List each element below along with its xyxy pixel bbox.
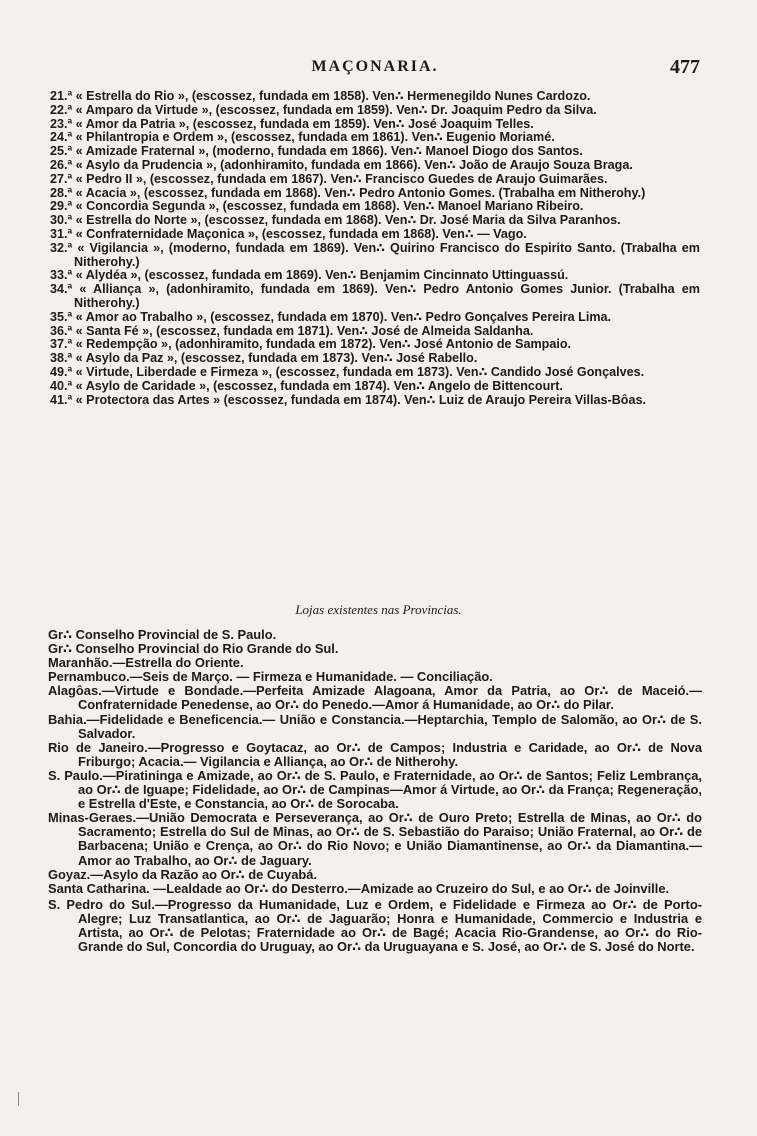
- lodge-number: 24.ª: [50, 130, 73, 145]
- lodge-text: « Estrella do Rio », (escossez, fundada em 1858). Ven∴ Hermenegildo Nunes Cardozo.: [75, 89, 591, 103]
- lodge-text: « Confraternidade Maçonica », (escossez, fundada em 1868). Ven∴ — Vago.: [75, 226, 527, 241]
- lodge-entry: [50, 311, 700, 325]
- lodge-text: « Vigilancia », (moderno, fundada em 1869). Ven∴ Quirino Francisco do Espirito Santo. (Trabalha em Nitherohy.): [74, 240, 701, 269]
- lodge-text: « Amparo da Virtude », (escossez, fundada em 1859). Ven∴ Dr. Joaquim Pedro da Silva.: [75, 102, 597, 117]
- running-title: MAÇONARIA.: [311, 58, 439, 75]
- lodge-entry: [50, 269, 700, 283]
- lodge-text: « Amor ao Trabalho », (escossez, fundada em 1870). Ven∴ Pedro Gonçalves Pereira Lima.: [75, 309, 612, 324]
- province-entry: S. Paulo.—Piratininga e Amizade, ao Or∴ de S. Paulo, e Fraternidade, ao Or∴ de Santos; Feliz Lembrança, ao Or∴ de Iguape; Fidelidade, ao Or∴ de Campinas—Amor á Virtude, ao Or∴ da França; Regeneração, e Estrella d'Este, e Constancia, ao Or∴ de Sorocaba.: [48, 767, 702, 812]
- lodge-text: « Redempção », (adonhiramito, fundada em 1872). Ven∴ José Antonio de Sampaio.: [75, 337, 572, 352]
- lodge-list: [50, 90, 700, 407]
- margin-mark: [18, 1092, 23, 1106]
- lodge-entry: [50, 187, 700, 201]
- lodge-entry: [50, 131, 700, 145]
- lodge-text: « Amizade Fraternal », (moderno, fundada em 1866). Ven∴ Manoel Diogo dos Santos.: [75, 144, 583, 159]
- lodge-entry: [50, 214, 700, 228]
- lodge-entry: [50, 118, 700, 132]
- lodge-number: 33.ª: [50, 268, 73, 283]
- lodge-text: « Philantropia e Ordem », (escossez, fundada em 1861). Ven∴ Eugenio Moriamé.: [75, 130, 555, 145]
- lodge-text: « Concordia Segunda », (escossez, fundada em 1868). Ven∴ Manoel Mariano Ribeiro.: [75, 199, 584, 214]
- province-entry: S. Pedro do Sul.—Progresso da Humanidade, Luz e Ordem, e Fidelidade e Firmeza ao Or∴ de Porto-Alegre; Luz Transatlantica, ao Or∴ de Jaguarão; Honra e Humanidade, Commercio e Industria e Artista, ao Or∴ de Pelotas; Fraternidade ao Or∴ de Bagé; Acacia Rio-Grandense, ao Or∴ do Rio-Grande do Sul, Concordia do Uruguay, ao Or∴ da Uruguayana e S. José, ao Or∴ de S. José do Norte.: [48, 896, 702, 955]
- lodge-text: « Asylo da Prudencia », (adonhiramito, fundada em 1866). Ven∴ João de Araujo Souza Braga.: [75, 157, 633, 172]
- lodge-entry: [50, 104, 700, 118]
- lodge-entry: [50, 145, 700, 159]
- lodge-text: « Santa Fé », (escossez, fundada em 1871). Ven∴ José de Almeida Saldanha.: [75, 323, 534, 338]
- lodge-entry: [50, 173, 700, 187]
- lodge-text: « Asylo de Caridade », (escossez, fundada em 1874). Ven∴ Angelo de Bittencourt.: [75, 378, 563, 393]
- lodge-text: « Alydéa », (escossez, fundada em 1869). Ven∴ Benjamim Cincinnato Uttinguassú.: [75, 268, 569, 283]
- lodge-number: 29.ª: [50, 199, 73, 214]
- lodge-entry: [50, 338, 700, 352]
- lodge-entry: [50, 283, 700, 311]
- province-entry: Bahia.—Fidelidade e Beneficencia.— União e Constancia.—Heptarchia, Templo de Salomão, ao Or∴ de S. Salvador.: [48, 711, 702, 741]
- section-heading: Lojas existentes nas Provincias.: [295, 602, 462, 617]
- lodge-number: 41.ª: [50, 392, 73, 407]
- lodge-number: 34.ª: [50, 282, 73, 297]
- province-entry: Minas-Geraes.—União Democrata e Perseverança, ao Or∴ de Ouro Preto; Estrella de Minas, ao Or∴ do Sacramento; Estrella do Sul de Minas, ao Or∴ de S. Sebastião do Paraiso; União Fraternal, ao Or∴ de Barbacena; União e Crença, ao Or∴ do Rio Novo; e União Diamantinense, ao Or∴ da Diamantina.—Amor ao Trabalho, ao Or∴ de Jaguary.: [48, 810, 702, 868]
- lodge-entry: [50, 325, 700, 339]
- lodge-text: « Acacia », (escossez, fundada em 1868). Ven∴ Pedro Antonio Gomes. (Trabalha em Nitherohy.): [75, 185, 646, 200]
- lodge-entry: [50, 380, 700, 394]
- lodge-entry: [50, 159, 700, 173]
- lodge-number: 25.ª: [50, 144, 73, 159]
- lodge-number: 36.ª: [50, 323, 73, 338]
- lodge-number: 21.ª: [50, 89, 73, 103]
- lodge-number: 49.ª: [50, 364, 73, 379]
- lodge-entry: [50, 200, 700, 214]
- page-header: [50, 58, 700, 82]
- lodge-number: 28.ª: [50, 185, 73, 200]
- province-entry: Maranhão.—Estrella do Oriente.: [48, 655, 244, 671]
- lodge-text: « Pedro II », (escossez, fundada em 1867). Ven∴ Francisco Guedes de Araujo Guimarães.: [75, 171, 608, 186]
- lodge-number: 22.ª: [50, 102, 73, 117]
- lodge-entry: [50, 366, 700, 380]
- lodge-entry: [50, 394, 700, 408]
- lodge-text: « Alliança », (adonhiramito, fundada em 1869). Ven∴ Pedro Antonio Gomes Junior. (Trabalha em Nitherohy.): [74, 282, 701, 310]
- page-number: 477: [670, 56, 700, 78]
- lodge-text: « Virtude, Liberdade e Firmeza », (escossez, fundada em 1873). Ven∴ Candido José Gonçalves.: [75, 364, 645, 379]
- lodge-number: 26.ª: [50, 157, 73, 172]
- lodge-number: 27.ª: [50, 171, 73, 186]
- lodge-number: 40.ª: [50, 378, 73, 393]
- province-entry: Rio de Janeiro.—Progresso e Goytacaz, ao Or∴ de Campos; Industria e Caridade, ao Or∴ de Nova Friburgo; Acacia.— Vigilancia e Alliança, ao Or∴ de Nitherohy.: [48, 739, 702, 769]
- lodge-number: 38.ª: [50, 351, 73, 366]
- lodge-entry: [50, 352, 700, 366]
- lodge-entry: [50, 228, 700, 242]
- lodge-entry: [50, 90, 700, 104]
- lodge-text: « Estrella do Norte », (escossez, fundada em 1868). Ven∴ Dr. José Maria da Silva Paranhos.: [75, 213, 621, 228]
- province-entry: Pernambuco.—Seis de Março. — Firmeza e Humanidade. — Conciliação.: [48, 669, 493, 685]
- lodge-number: 35.ª: [50, 309, 73, 324]
- lodge-text: « Protectora das Artes » (escossez, fundada em 1874). Ven∴ Luiz de Araujo Pereira Villas-Bôas.: [75, 392, 647, 407]
- lodge-text: « Amor da Patria », (escossez, fundada em 1859). Ven∴ José Joaquim Telles.: [75, 116, 534, 131]
- province-entry: Gr∴ Conselho Provincial de S. Paulo.: [48, 627, 277, 642]
- province-entry: Santa Catharina. —Lealdade ao Or∴ do Desterro.—Amizade ao Cruzeiro do Sul, e ao Or∴ de Joinville.: [48, 880, 670, 896]
- province-entry: Gr∴ Conselho Provincial do Rio Grande do Sul.: [48, 641, 339, 657]
- province-list: [48, 628, 702, 954]
- lodge-number: 30.ª: [50, 213, 73, 228]
- lodge-text: « Asylo da Paz », (escossez, fundada em 1873). Ven∴ José Rabello.: [75, 351, 478, 366]
- province-entry: Alagôas.—Virtude e Bondade.—Perfeita Amizade Alagoana, Amor da Patria, ao Or∴ de Maceió.—Confraternidade Penedense, ao Or∴ do Penedo.—Amor á Humanidade, ao Or∴ do Pilar.: [48, 683, 702, 713]
- province-entry: Goyaz.—Asylo da Razão ao Or∴ de Cuyabá.: [48, 866, 318, 882]
- lodge-number: 31.ª: [50, 226, 73, 241]
- lodge-number: 37.ª: [50, 337, 73, 352]
- lodge-number: 32.ª: [50, 240, 73, 255]
- lodge-entry: [50, 242, 700, 270]
- lodge-number: 23.ª: [50, 116, 73, 131]
